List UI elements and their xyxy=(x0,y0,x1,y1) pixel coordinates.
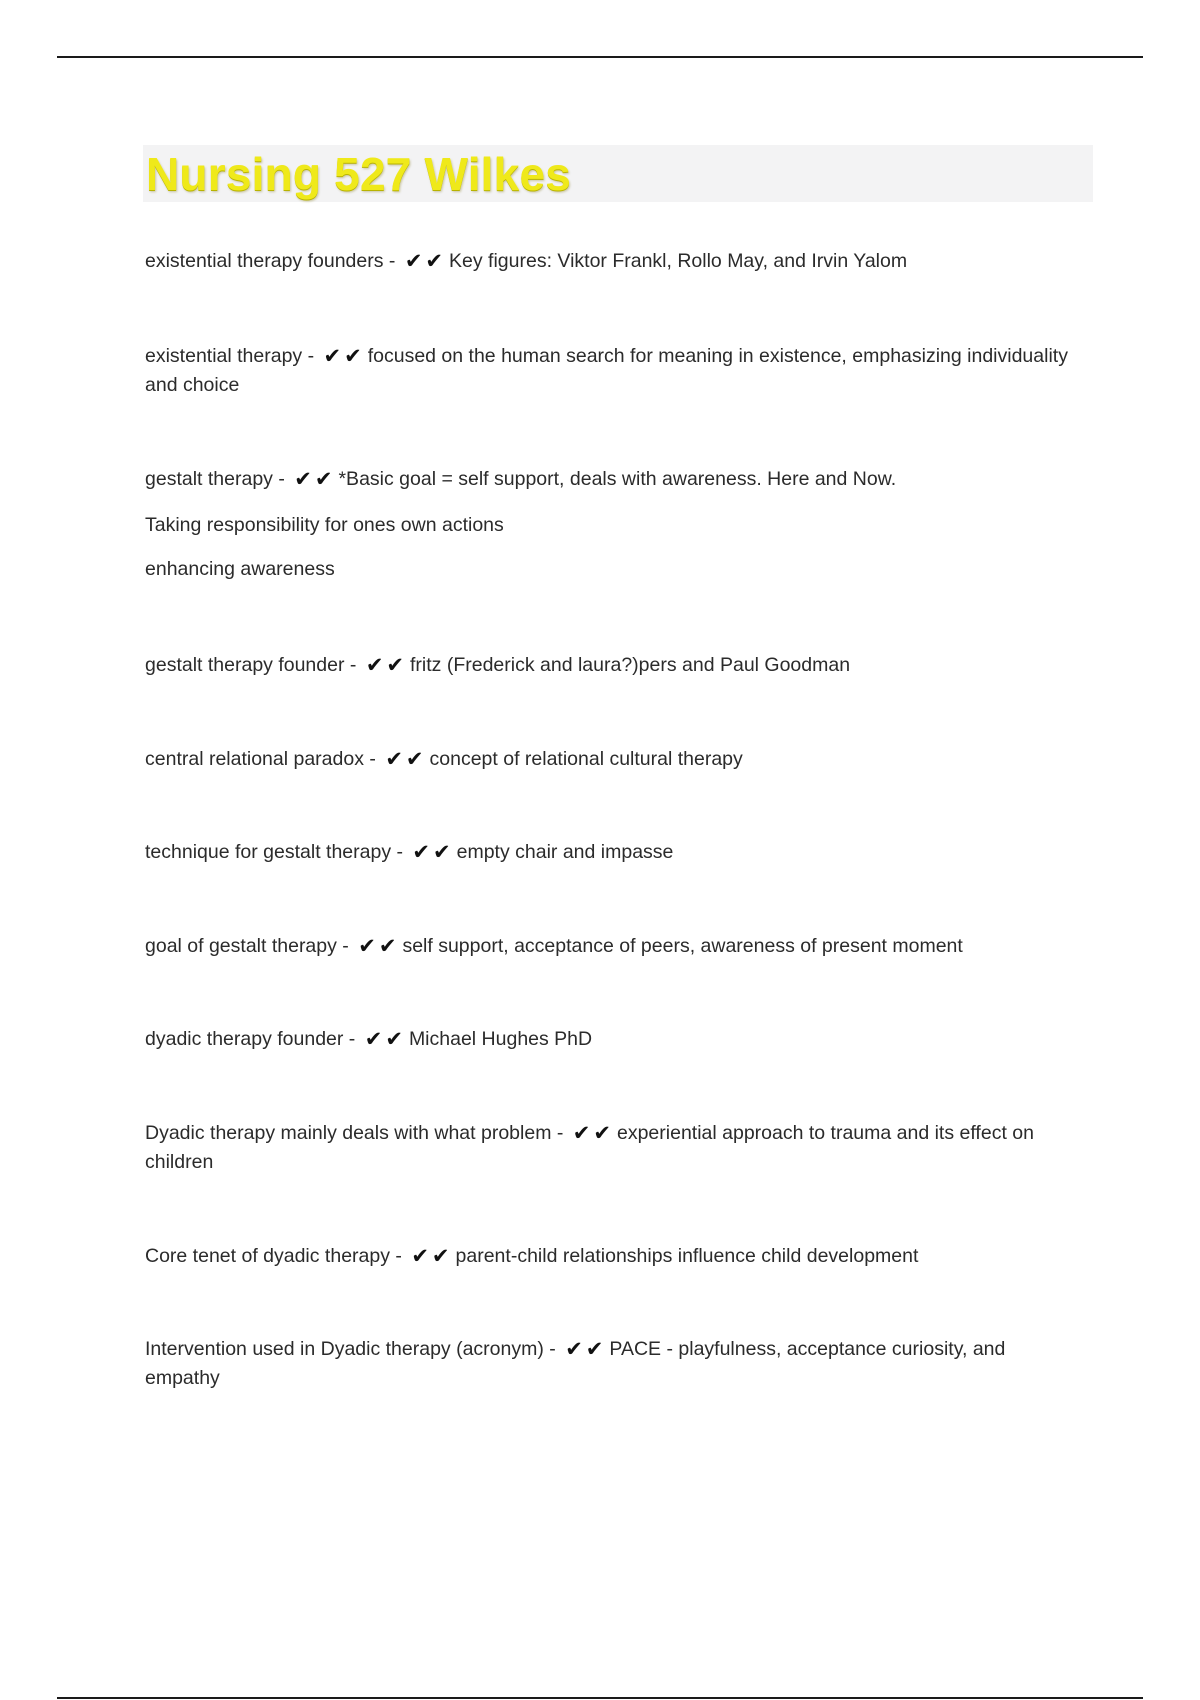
entry-separator: - xyxy=(363,748,382,770)
entry-answer: parent-child relationships influence child development xyxy=(455,1245,919,1267)
entry-separator: - xyxy=(383,250,401,272)
entry-dyadic-problem xyxy=(145,1119,1075,1177)
entry-answer: fritz (Frederick and laura?)pers and Paul Goodman xyxy=(410,654,851,676)
entry-line xyxy=(145,1242,1075,1271)
page-title: Nursing 527 Wilkes xyxy=(146,148,572,200)
entry-term: goal of gestalt therapy xyxy=(145,935,337,957)
entry-answer: concept of relational cultural therapy xyxy=(429,748,743,770)
entry-term: gestalt therapy founder xyxy=(145,654,345,676)
entry-term: central relational paradox xyxy=(145,748,364,770)
double-check-icon: ✔✔ xyxy=(565,1337,607,1361)
double-check-icon: ✔✔ xyxy=(411,1244,453,1268)
double-check-icon: ✔✔ xyxy=(365,653,408,677)
double-check-icon: ✔✔ xyxy=(358,934,400,958)
entry-separator: - xyxy=(551,1122,569,1144)
entry-answer: Key figures: Viktor Frankl, Rollo May, and Irvin Yalom xyxy=(449,250,908,272)
entry-line xyxy=(145,342,1075,400)
entry-existential-founders xyxy=(145,247,1075,276)
entry-separator: - xyxy=(543,1338,562,1360)
entry-separator: - xyxy=(302,345,320,367)
double-check-icon: ✔✔ xyxy=(364,1027,406,1051)
entry-separator: - xyxy=(389,1245,408,1267)
entry-answer: focused on the human search for meaning in existence, emphasizing individuality and choice xyxy=(145,345,1068,396)
entry-gestalt-therapy xyxy=(145,465,1075,584)
double-check-icon: ✔✔ xyxy=(385,747,427,771)
entry-answer: Michael Hughes PhD xyxy=(408,1028,593,1050)
entry-answer: empty chair and impasse xyxy=(456,841,674,863)
entry-separator: - xyxy=(336,935,355,957)
entry-line xyxy=(145,745,1075,774)
entry-separator: - xyxy=(272,468,291,490)
entry-line xyxy=(145,651,1075,680)
entry-term: existential therapy xyxy=(145,345,303,367)
entry-line xyxy=(145,838,1075,867)
entry-term: Intervention used in Dyadic therapy (acronym) xyxy=(145,1338,544,1360)
entry-separator: - xyxy=(344,654,362,676)
double-check-icon: ✔✔ xyxy=(404,249,447,273)
entry-answer: *Basic goal = self support, deals with awareness. Here and Now. xyxy=(338,468,897,490)
entry-separator: - xyxy=(391,841,409,863)
entry-term: Core tenet of dyadic therapy xyxy=(145,1245,390,1267)
entry-dyadic-founder xyxy=(145,1025,1075,1054)
entry-existential-therapy xyxy=(145,342,1075,400)
double-check-icon: ✔✔ xyxy=(412,840,454,864)
entry-answer: self support, acceptance of peers, awareness of present moment xyxy=(402,935,963,957)
entry-term: Dyadic therapy mainly deals with what problem xyxy=(145,1122,552,1144)
entry-gestalt-founder xyxy=(145,651,1075,680)
entry-extra-line: Taking responsibility for ones own actions xyxy=(145,514,504,536)
entry-line xyxy=(145,465,1075,494)
entry-term: technique for gestalt therapy xyxy=(145,841,392,863)
entry-line xyxy=(145,247,1075,276)
entry-line xyxy=(145,1335,1075,1393)
bottom-rule xyxy=(57,1697,1143,1699)
entry-dyadic-core-tenet xyxy=(145,1242,1075,1271)
entry-answer: PACE - playfulness, acceptance curiosity, and empathy xyxy=(145,1338,1006,1389)
double-check-icon: ✔✔ xyxy=(294,467,336,491)
entry-line xyxy=(145,1119,1075,1177)
entry-line xyxy=(145,1025,1075,1054)
double-check-icon: ✔✔ xyxy=(323,344,365,368)
entry-term: existential therapy founders xyxy=(145,250,384,272)
entry-central-relational-paradox xyxy=(145,745,1075,774)
entry-extra-line: enhancing awareness xyxy=(145,558,335,580)
entry-answer: experiential approach to trauma and its effect on children xyxy=(145,1122,1034,1173)
entry-term: dyadic therapy founder xyxy=(145,1028,344,1050)
top-rule xyxy=(57,56,1143,58)
entry-dyadic-intervention xyxy=(145,1335,1075,1393)
entry-separator: - xyxy=(343,1028,361,1050)
double-check-icon: ✔✔ xyxy=(572,1121,614,1145)
entry-gestalt-technique xyxy=(145,838,1075,867)
entry-gestalt-goal xyxy=(145,932,1075,961)
entry-line xyxy=(145,932,1075,961)
entry-term: gestalt therapy xyxy=(145,468,273,490)
